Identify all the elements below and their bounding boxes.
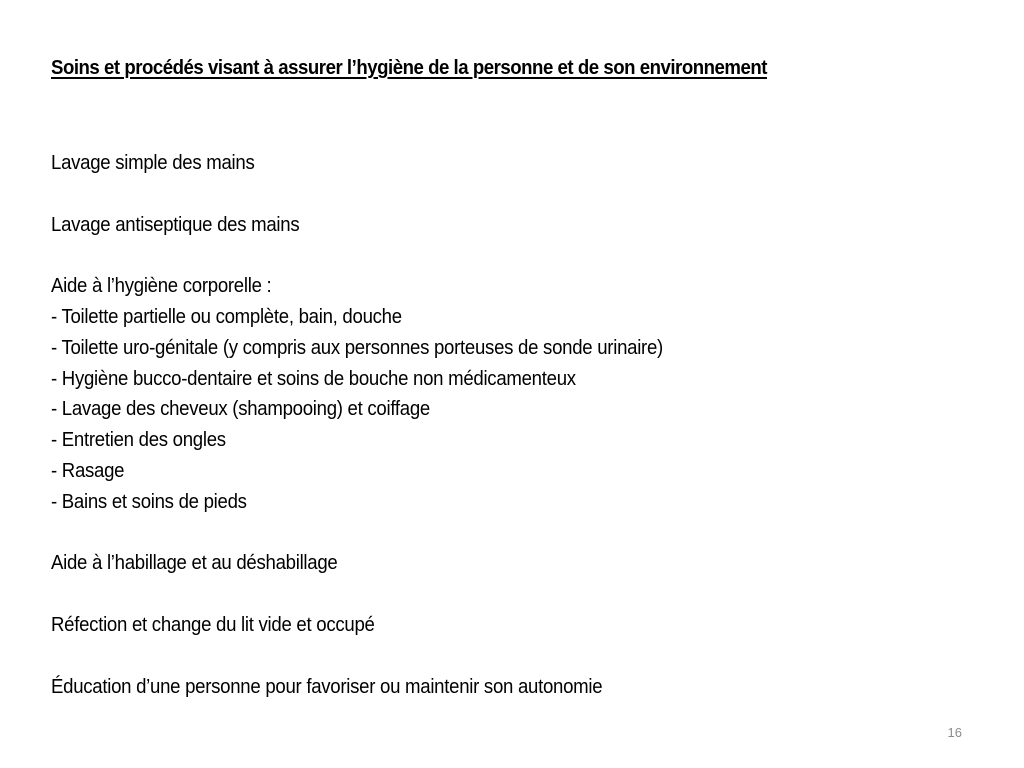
- text-line: Réfection et change du lit vide et occupé: [51, 613, 375, 636]
- page-number: 16: [947, 725, 962, 740]
- section-gap: [51, 240, 663, 271]
- text-line: Lavage antiseptique des mains: [51, 213, 300, 236]
- section-gap: [51, 179, 663, 210]
- section-gap: [51, 579, 663, 610]
- text-line: Aide à l’hygiène corporelle :: [51, 275, 272, 298]
- text-line: Éducation d’une personne pour favoriser ou maintenir son autonomie: [51, 675, 603, 698]
- list-item: - Lavage des cheveux (shampooing) et coiffage: [51, 398, 430, 421]
- list-item: - Toilette uro-génitale (y compris aux personnes porteuses de sonde urinaire): [51, 336, 663, 359]
- section-gap: [51, 518, 663, 549]
- list-item: - Rasage: [51, 459, 125, 482]
- text-line: Aide à l’habillage et au déshabillage: [51, 552, 338, 575]
- slide-content: [51, 148, 663, 702]
- text-line: Lavage simple des mains: [51, 152, 255, 174]
- list-item: - Toilette partielle ou complète, bain, douche: [51, 305, 402, 328]
- list-item: - Entretien des ongles: [51, 429, 226, 452]
- slide-title: Soins et procédés visant à assurer l’hygiène de la personne et de son environnement: [51, 57, 767, 79]
- list-item: - Bains et soins de pieds: [51, 490, 247, 513]
- list-item: - Hygiène bucco-dentaire et soins de bouche non médicamenteux: [51, 367, 576, 390]
- section-gap: [51, 641, 663, 672]
